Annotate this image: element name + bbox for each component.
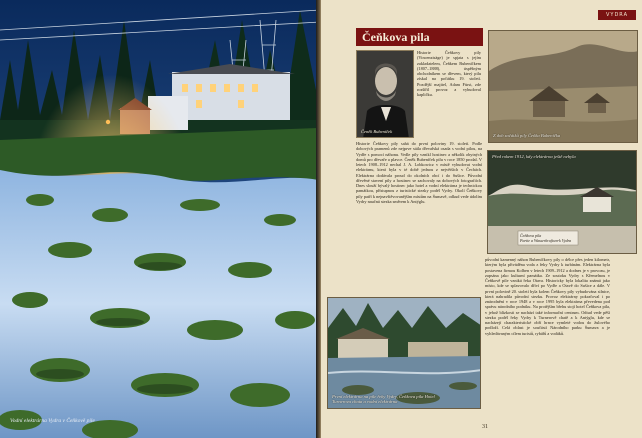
page-number: 31 — [482, 424, 488, 430]
left-page-photo — [0, 0, 318, 438]
intro-paragraph: Historie Čeňkovy pily (Vincenzisäge) je spjata s jejím zakladatelem, Čeňkem Bubeníčkem (1807–1888), úspěšným obchodníkem se dřevem, který pilu získal na počátku 19. století. Pozdější majitel, Adam Fürst, zde rozšířil provoz a vybudoval kapličku. — [417, 50, 481, 97]
sepia-landscape-image — [489, 31, 638, 143]
postcard-text: Čeňkova pila Partie a Wasserkraftwerk Vydra — [520, 233, 572, 244]
main-paragraph: Historie Čeňkovy pily sahá do první poloviny 19. století. Podle dobových pramenů zde nejprve stála dřevařská osada s vodní pilou, na Vydře s pomocí náhonu. Vedle pily vznikl hostinec a několik obytných domů pro dřevaře a plavce. Čeněk Bubeníček pilu v roce 1850 prodal. V letech 1908–1912 nechal J. A. Lobkowicz v místě vybudovat vodní elektrárnu, která byla v té době jednou z největších v Čechách. Elektrárna dodávala proud do okolních obcí i do Sušice. Původní dřevěné stavení pily a hostinec se zachovaly na dobových fotografiích. Dnes slouží bývalý hostinec jako hotel a vodní elektrárna je technickou památkou, přístupnou z turistické stezky podél Vydry. Okolí Čeňkovy pily patří k nejnavštěvovanějším místům na Šumavě, odkud vede údolím Vydry naučná stezka směrem k Antýglu. — [356, 141, 482, 204]
lower-paragraph: původní kamenný náhon Bubeníčkovy pily o délce přes jeden kilometr, kterým byla přiváděna voda z řeky Vydry k turbínám. Elektrárna byla postavena firmou Kolben v letech 1909–1912 a dodnes je v provozu, je zapsána jako kulturní památka. Ze soutoku Vydry s Křemelnou v Čeňkově pile vzniká řeka Otava. Historicky byla lokalita známá jako místo, kde se splavovalo dříví po Vydře a Otavě do Sušice a dále. V první polovině 20. století byla kolem Čeňkovy pily vybudována silnice, která nahradila původní stezku. Provoz elektrárny pokračoval i po znárodnění v roce 1948 a v roce 1995 byla elektrárna převedena pod správu národního podniku. Na protějším břehu stojí hotel Čeňkova pila, v jehož blízkosti se nachází také informační centrum. Odtud vede pěší stezka podél řeky Vydry k Turnerově chatě a k Antýglu, kde se nacházejí charakteristické obří hrnce vymleté vodou do žulového podloží. Celá oblast je součástí Národního parku Šumava a je vyhledávaným cílem turistů, rybářů a vodáků. — [485, 257, 610, 336]
river-photo — [0, 0, 318, 438]
running-head-label: VYDRA — [598, 10, 636, 20]
portrait-image — [357, 51, 414, 138]
main-text — [356, 141, 482, 299]
portrait-caption: Čeněk Bubeníček — [361, 129, 393, 134]
photo-bottom-left — [327, 297, 481, 409]
caption-bottom-left: První elektrárna na pile řeky Vydry, Čeňkova pila Hotel Turnerova chata a vodní elektrárna — [332, 393, 435, 404]
postcard-photo — [487, 150, 637, 254]
left-photo-caption: Vodní elektrárna Vydra v Čeňkově pile — [10, 418, 95, 424]
page-title: Čeňkova pila — [356, 28, 483, 46]
mill-photo-image — [328, 298, 481, 409]
right-page — [321, 0, 642, 438]
caption-top-right: Z dob začátků pily Čeňka Bubeníčka — [493, 132, 561, 138]
photo-top-right — [488, 30, 638, 143]
lower-text — [485, 257, 610, 433]
running-head — [321, 0, 642, 18]
caption-mid-right: Před rokem 1912, kdy elektrárna ještě nebyla — [492, 154, 576, 159]
portrait-photo — [356, 50, 414, 138]
intro-text — [417, 50, 481, 140]
